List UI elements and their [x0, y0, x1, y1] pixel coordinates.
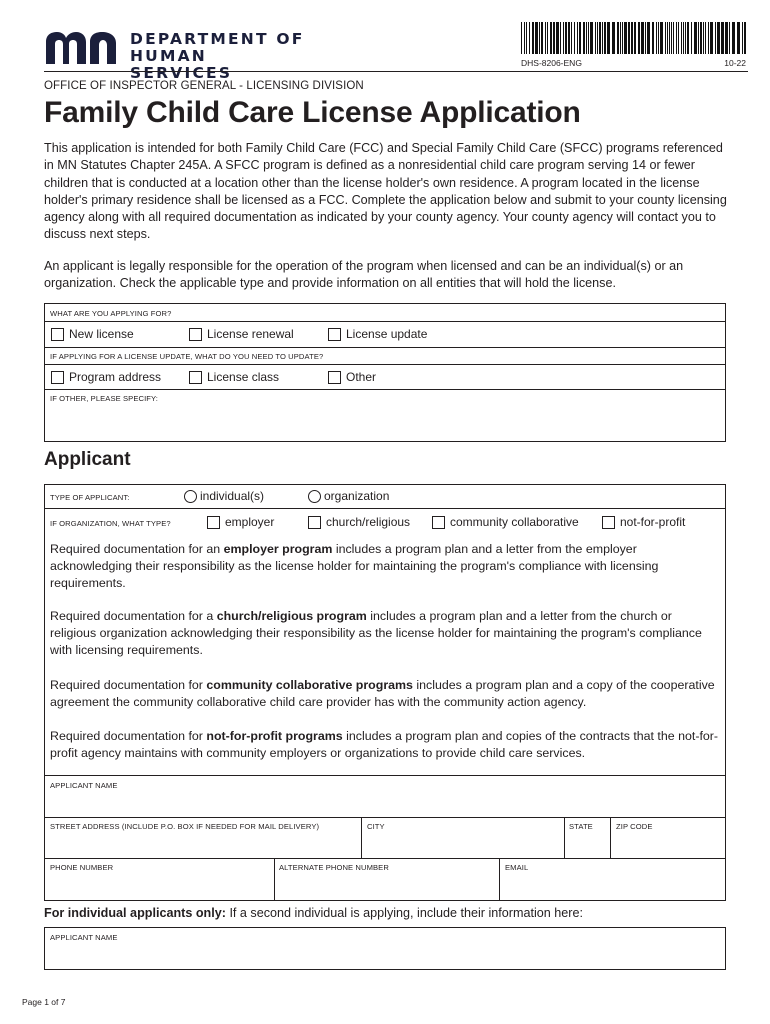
checkbox-icon[interactable] — [308, 516, 321, 529]
form-code: DHS-8206-ENG — [521, 58, 582, 68]
checkbox-icon[interactable] — [207, 516, 220, 529]
applicant-name-label: APPLICANT NAME — [50, 781, 118, 790]
alt-phone-input[interactable] — [275, 859, 499, 900]
checkbox-license-update[interactable]: License update — [328, 327, 427, 341]
radio-icon[interactable] — [308, 490, 321, 503]
checkbox-icon[interactable] — [51, 328, 64, 341]
checkbox-not-for-profit[interactable]: not-for-profit — [602, 515, 685, 529]
divider — [45, 321, 725, 322]
barcode-icon — [521, 22, 747, 54]
phone-input[interactable] — [45, 859, 274, 900]
logo-line-1: DEPARTMENT OF — [130, 30, 305, 48]
checkbox-employer[interactable]: employer — [207, 515, 274, 529]
checkbox-icon[interactable] — [189, 371, 202, 384]
checkbox-icon[interactable] — [189, 328, 202, 341]
checkbox-icon[interactable] — [51, 371, 64, 384]
org-type-label: IF ORGANIZATION, WHAT TYPE? — [50, 519, 171, 528]
divider — [45, 508, 725, 509]
second-applicant-name-label: APPLICANT NAME — [50, 933, 118, 942]
checkbox-license-renewal[interactable]: License renewal — [189, 327, 294, 341]
checkbox-new-license[interactable]: New license — [51, 327, 134, 341]
zip-code-label: ZIP CODE — [616, 822, 653, 831]
checkbox-program-address[interactable]: Program address — [51, 370, 161, 384]
city-input[interactable] — [362, 818, 564, 858]
req-collaborative: Required documentation for community collaborative programs includes a program plan and a copy of the cooperative agreement the community collaborative child care provider has with the community action agency. — [50, 678, 715, 709]
division-label: OFFICE OF INSPECTOR GENERAL - LICENSING DIVISION — [44, 80, 364, 92]
applicant-type-label: TYPE OF APPLICANT: — [50, 493, 130, 502]
street-address-label: STREET ADDRESS (INCLUDE P.O. BOX IF NEEDED FOR MAIL DELIVERY) — [50, 822, 320, 831]
application-type-question: WHAT ARE YOU APPLYING FOR? — [50, 309, 172, 318]
checkbox-community-collaborative[interactable]: community collaborative — [432, 515, 579, 529]
intro-paragraph-2: An applicant is legally responsible for the operation of the program when licensed and can be an individual(s) or an organization. Check the applicable type and provide information on all entities that will hold the license. — [44, 259, 684, 291]
checkbox-icon[interactable] — [328, 371, 341, 384]
application-type-box — [44, 303, 726, 442]
page-title: Family Child Care License Application — [44, 96, 581, 129]
state-label: STATE — [569, 822, 593, 831]
req-employer: Required documentation for an employer program includes a program plan and a letter from the employer acknowledging their responsibility as the license holder for maintaining the program's compliance with licensing requirements. — [50, 542, 659, 590]
mn-logo-mark-icon — [44, 30, 120, 66]
state-input[interactable] — [565, 818, 610, 858]
phone-label: PHONE NUMBER — [50, 863, 114, 872]
logo-line-2: HUMAN SERVICES — [130, 47, 233, 82]
zip-code-input[interactable] — [611, 818, 725, 858]
second-applicant-box — [44, 927, 726, 970]
divider — [45, 347, 725, 348]
applicant-heading: Applicant — [44, 449, 131, 470]
form-date: 10-22 — [724, 58, 746, 68]
street-address-input[interactable] — [45, 818, 361, 858]
checkbox-icon[interactable] — [328, 328, 341, 341]
radio-organization[interactable]: organization — [308, 489, 389, 503]
checkbox-other[interactable]: Other — [328, 370, 376, 384]
req-church: Required documentation for a church/religious program includes a program plan and a letter from the church or religious organization acknowledging their responsibility as the license holder for maintaining the program's compliance with licensing requirements. — [50, 609, 702, 657]
checkbox-icon[interactable] — [602, 516, 615, 529]
applicant-name-input[interactable] — [45, 776, 725, 817]
other-specify-input[interactable] — [45, 390, 725, 441]
alt-phone-label: ALTERNATE PHONE NUMBER — [279, 863, 389, 872]
other-specify-label: IF OTHER, PLEASE SPECIFY: — [50, 394, 158, 403]
intro-paragraph-1: This application is intended for both Family Child Care (FCC) and Special Family Child Care (SFCC) programs referenced in MN Statutes Chapter 245A. A SFCC program is defined as a nonresidential child care program serving 14 or fewer children that is conducted at a location other than the license holder's own residence. A program located in the license holder's primary residence shall be licensed as a FCC. Complete the application below and submit to your county licensing agency along with all required documentation as indicated by your county agency. Your county agency will contact you to discuss next steps. — [44, 141, 727, 242]
req-not-for-profit: Required documentation for not-for-profit programs includes a program plan and copies of the contracts that the not-for-profit agency maintains with community employers or organizations to provide child care services. — [50, 729, 719, 760]
applicant-box — [44, 484, 726, 901]
second-applicant-name-input[interactable] — [45, 928, 725, 969]
individual-applicants-note: For individual applicants only: If a second individual is applying, include their information here: — [44, 906, 583, 920]
checkbox-icon[interactable] — [432, 516, 445, 529]
page-number: Page 1 of 7 — [22, 997, 66, 1007]
checkbox-church-religious[interactable]: church/religious — [308, 515, 410, 529]
header-divider — [44, 71, 748, 72]
radio-icon[interactable] — [184, 490, 197, 503]
city-label: CITY — [367, 822, 385, 831]
dhs-logo — [44, 30, 314, 82]
update-question: IF APPLYING FOR A LICENSE UPDATE, WHAT DO YOU NEED TO UPDATE? — [50, 352, 324, 361]
radio-individual[interactable]: individual(s) — [184, 489, 264, 503]
email-label: EMAIL — [505, 863, 529, 872]
divider — [45, 364, 725, 365]
email-input[interactable] — [500, 859, 725, 900]
checkbox-license-class[interactable]: License class — [189, 370, 279, 384]
